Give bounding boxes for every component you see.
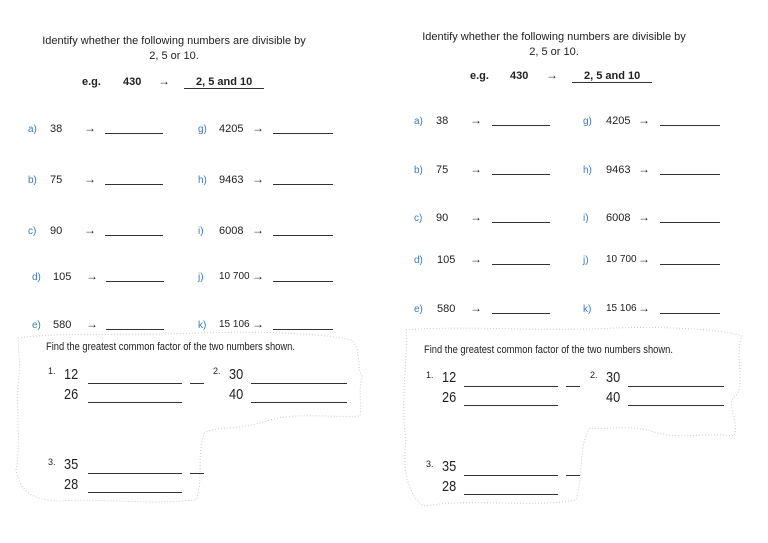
item-label: k) bbox=[198, 320, 207, 331]
gcf-top-number: 30 bbox=[229, 366, 244, 383]
arrow-icon: → bbox=[638, 301, 650, 315]
example-number: 430 bbox=[123, 76, 142, 88]
gcf-index: 1. bbox=[426, 370, 434, 380]
item-label: i) bbox=[198, 226, 204, 237]
answer-line[interactable] bbox=[273, 281, 333, 282]
answer-line[interactable] bbox=[660, 125, 720, 126]
answer-line[interactable] bbox=[660, 264, 720, 265]
item-number: 580 bbox=[437, 303, 456, 315]
gcf-index: 3. bbox=[426, 459, 434, 469]
arrow-icon: → bbox=[638, 113, 650, 127]
item-label: h) bbox=[198, 175, 207, 186]
arrow-icon: → bbox=[470, 210, 482, 224]
arrow-icon: → bbox=[84, 172, 96, 186]
example-answer: 2, 5 and 10 bbox=[584, 70, 641, 82]
item-number: 15 106 bbox=[606, 303, 637, 314]
item-number: 75 bbox=[50, 174, 63, 186]
item-label: e) bbox=[32, 320, 41, 331]
arrow-icon: → bbox=[638, 252, 650, 266]
answer-line[interactable] bbox=[88, 473, 182, 474]
item-number: 10 700 bbox=[606, 254, 637, 265]
item-label: e) bbox=[414, 304, 423, 315]
instructions-line1: Identify whether the following numbers are divisible by bbox=[422, 31, 686, 43]
separator-line bbox=[566, 386, 580, 387]
answer-line[interactable] bbox=[492, 174, 550, 175]
example-answer-line bbox=[572, 82, 652, 83]
answer-line[interactable] bbox=[106, 329, 164, 330]
item-label: k) bbox=[583, 304, 592, 315]
item-label: c) bbox=[414, 213, 423, 224]
answer-line[interactable] bbox=[492, 313, 550, 314]
gcf-top-number: 35 bbox=[64, 456, 79, 473]
item-label: a) bbox=[414, 116, 423, 127]
answer-line[interactable] bbox=[88, 492, 182, 493]
answer-line[interactable] bbox=[464, 405, 558, 406]
item-number: 9463 bbox=[606, 164, 631, 176]
arrow-icon: → bbox=[252, 121, 264, 135]
item-number: 6008 bbox=[219, 225, 244, 237]
arrow-icon: → bbox=[470, 162, 482, 176]
answer-line[interactable] bbox=[105, 235, 163, 236]
answer-line[interactable] bbox=[492, 264, 550, 265]
gcf-bottom-number: 28 bbox=[442, 478, 457, 495]
gcf-top-number: 12 bbox=[442, 369, 457, 386]
arrow-icon: → bbox=[252, 317, 264, 331]
item-number: 90 bbox=[436, 212, 449, 224]
item-number: 580 bbox=[53, 319, 72, 331]
answer-line[interactable] bbox=[273, 133, 333, 134]
answer-line[interactable] bbox=[628, 386, 724, 387]
gcf-top-number: 12 bbox=[64, 366, 79, 383]
gcf-top-number: 35 bbox=[442, 458, 457, 475]
instructions bbox=[24, 34, 324, 64]
item-label: b) bbox=[414, 165, 423, 176]
answer-line[interactable] bbox=[660, 222, 720, 223]
gcf-title: Find the greatest common factor of the two numbers shown. bbox=[46, 341, 295, 353]
answer-line[interactable] bbox=[660, 174, 720, 175]
item-label: j) bbox=[198, 272, 204, 283]
arrow-icon: → bbox=[638, 162, 650, 176]
separator-line bbox=[190, 473, 204, 474]
gcf-index: 1. bbox=[48, 366, 56, 376]
separator-line bbox=[190, 383, 204, 384]
gcf-bottom-number: 28 bbox=[64, 476, 79, 493]
separator-line bbox=[566, 475, 580, 476]
arrow-icon: → bbox=[470, 113, 482, 127]
answer-line[interactable] bbox=[88, 383, 182, 384]
answer-line[interactable] bbox=[105, 133, 163, 134]
item-number: 90 bbox=[50, 225, 63, 237]
item-label: c) bbox=[28, 226, 37, 237]
gcf-bottom-number: 40 bbox=[606, 389, 621, 406]
arrow-icon: → bbox=[158, 74, 170, 88]
instructions-line2: 2, 5 or 10. bbox=[149, 50, 199, 62]
item-label: j) bbox=[583, 255, 589, 266]
arrow-icon: → bbox=[470, 301, 482, 315]
example-number: 430 bbox=[510, 70, 529, 82]
instructions-line2: 2, 5 or 10. bbox=[529, 46, 579, 58]
arrow-icon: → bbox=[86, 269, 98, 283]
item-label: a) bbox=[28, 124, 37, 135]
instructions bbox=[404, 30, 704, 60]
answer-line[interactable] bbox=[492, 125, 550, 126]
item-number: 4205 bbox=[219, 123, 244, 135]
worksheet-right bbox=[384, 0, 768, 543]
arrow-icon: → bbox=[252, 269, 264, 283]
answer-line[interactable] bbox=[492, 222, 550, 223]
arrow-icon: → bbox=[252, 223, 264, 237]
arrow-icon: → bbox=[638, 210, 650, 224]
gcf-bottom-number: 26 bbox=[64, 386, 79, 403]
item-number: 105 bbox=[437, 254, 456, 266]
item-number: 15 106 bbox=[219, 319, 250, 330]
example-prefix: e.g. bbox=[82, 76, 101, 88]
answer-line[interactable] bbox=[660, 313, 720, 314]
item-label: d) bbox=[414, 255, 423, 266]
item-number: 38 bbox=[436, 115, 449, 127]
arrow-icon: → bbox=[84, 223, 96, 237]
answer-line[interactable] bbox=[464, 494, 558, 495]
item-number: 38 bbox=[50, 123, 63, 135]
answer-line[interactable] bbox=[105, 184, 163, 185]
answer-line[interactable] bbox=[251, 383, 347, 384]
answer-line[interactable] bbox=[464, 386, 558, 387]
item-label: b) bbox=[28, 175, 37, 186]
arrow-icon: → bbox=[84, 121, 96, 135]
item-number: 9463 bbox=[219, 174, 244, 186]
item-number: 10 700 bbox=[219, 271, 250, 282]
gcf-bottom-number: 26 bbox=[442, 389, 457, 406]
gcf-title: Find the greatest common factor of the two numbers shown. bbox=[424, 344, 673, 356]
arrow-icon: → bbox=[546, 68, 558, 82]
arrow-icon: → bbox=[86, 317, 98, 331]
answer-line[interactable] bbox=[464, 475, 558, 476]
gcf-top-number: 30 bbox=[606, 369, 621, 386]
answer-line[interactable] bbox=[273, 329, 333, 330]
example-answer-line bbox=[184, 88, 264, 89]
item-number: 6008 bbox=[606, 212, 631, 224]
arrow-icon: → bbox=[252, 172, 264, 186]
item-label: g) bbox=[583, 116, 592, 127]
example-prefix: e.g. bbox=[470, 70, 489, 82]
item-label: i) bbox=[583, 213, 589, 224]
instructions-line1: Identify whether the following numbers are divisible by bbox=[42, 35, 306, 47]
item-number: 4205 bbox=[606, 115, 631, 127]
gcf-index: 2. bbox=[590, 370, 598, 380]
item-number: 75 bbox=[436, 164, 449, 176]
arrow-icon: → bbox=[470, 252, 482, 266]
answer-line[interactable] bbox=[251, 402, 347, 403]
gcf-index: 2. bbox=[213, 366, 221, 376]
answer-line[interactable] bbox=[88, 402, 182, 403]
item-label: d) bbox=[32, 272, 41, 283]
answer-line[interactable] bbox=[106, 281, 164, 282]
gcf-index: 3. bbox=[48, 457, 56, 467]
gcf-bottom-number: 40 bbox=[229, 386, 244, 403]
example-answer: 2, 5 and 10 bbox=[196, 76, 253, 88]
item-label: g) bbox=[198, 124, 207, 135]
answer-line[interactable] bbox=[628, 405, 724, 406]
item-number: 105 bbox=[53, 271, 72, 283]
answer-line[interactable] bbox=[273, 184, 333, 185]
answer-line[interactable] bbox=[273, 235, 333, 236]
item-label: h) bbox=[583, 165, 592, 176]
